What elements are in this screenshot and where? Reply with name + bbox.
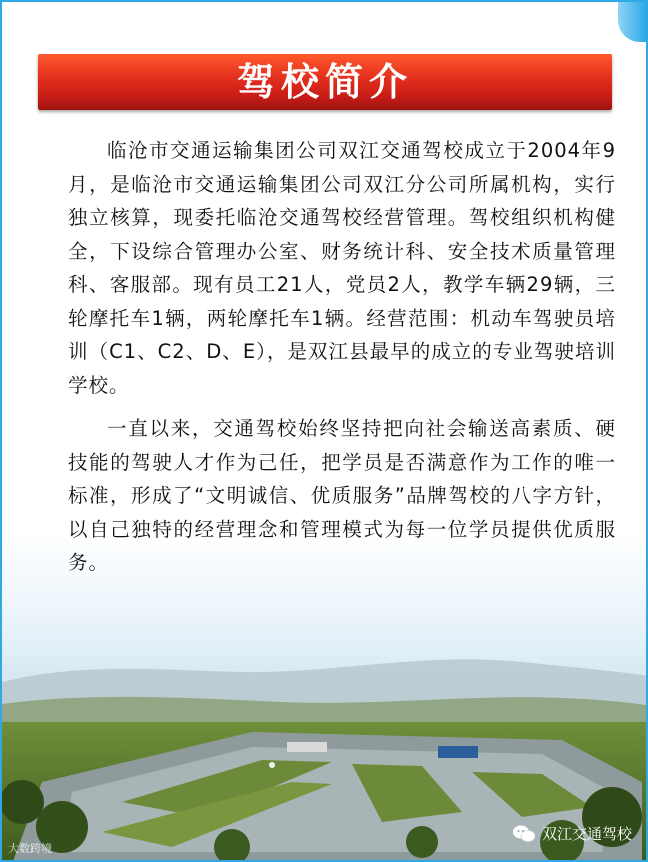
page-title: 驾校简介: [236, 59, 413, 104]
intro-text: [68, 134, 616, 580]
wechat-watermark: [512, 823, 632, 844]
title-banner: [38, 54, 612, 110]
corner-decoration: [618, 2, 646, 42]
intro-paragraph-2: 一直以来，交通驾校始终坚持把向社会输送高素质、硬技能的驾驶人才作为己任，把学员是否满意作为工作的唯一标准，形成了“文明诚信、优质服务”品牌驾校的八字方针，以自己独特的经营理念和管理模式为每一位学员提供优质服务。: [68, 417, 616, 574]
corner-logo: [8, 840, 52, 856]
corner-logo-text: 大数跨境: [8, 842, 52, 855]
watermark-text: 双江交通驾校: [541, 825, 632, 843]
wechat-icon: [512, 824, 536, 844]
intro-paragraph-1: 临沧市交通运输集团公司双江交通驾校成立于2004年9月，是临沧市交通运输集团公司双江分公司所属机构，实行独立核算，现委托临沧交通驾校经营管理。驾校组织机构健全，下设综合管理办公室、财务统计科、安全技术质量管理科、客服部。现有员工21人，党员2人，教学车辆29辆，三轮摩托车1辆，两轮摩托车1辆。经营范围：机动车驾驶员培训（C1、C2、D、E），是双江县最早的成立的专业驾驶培训学校。: [68, 139, 616, 397]
